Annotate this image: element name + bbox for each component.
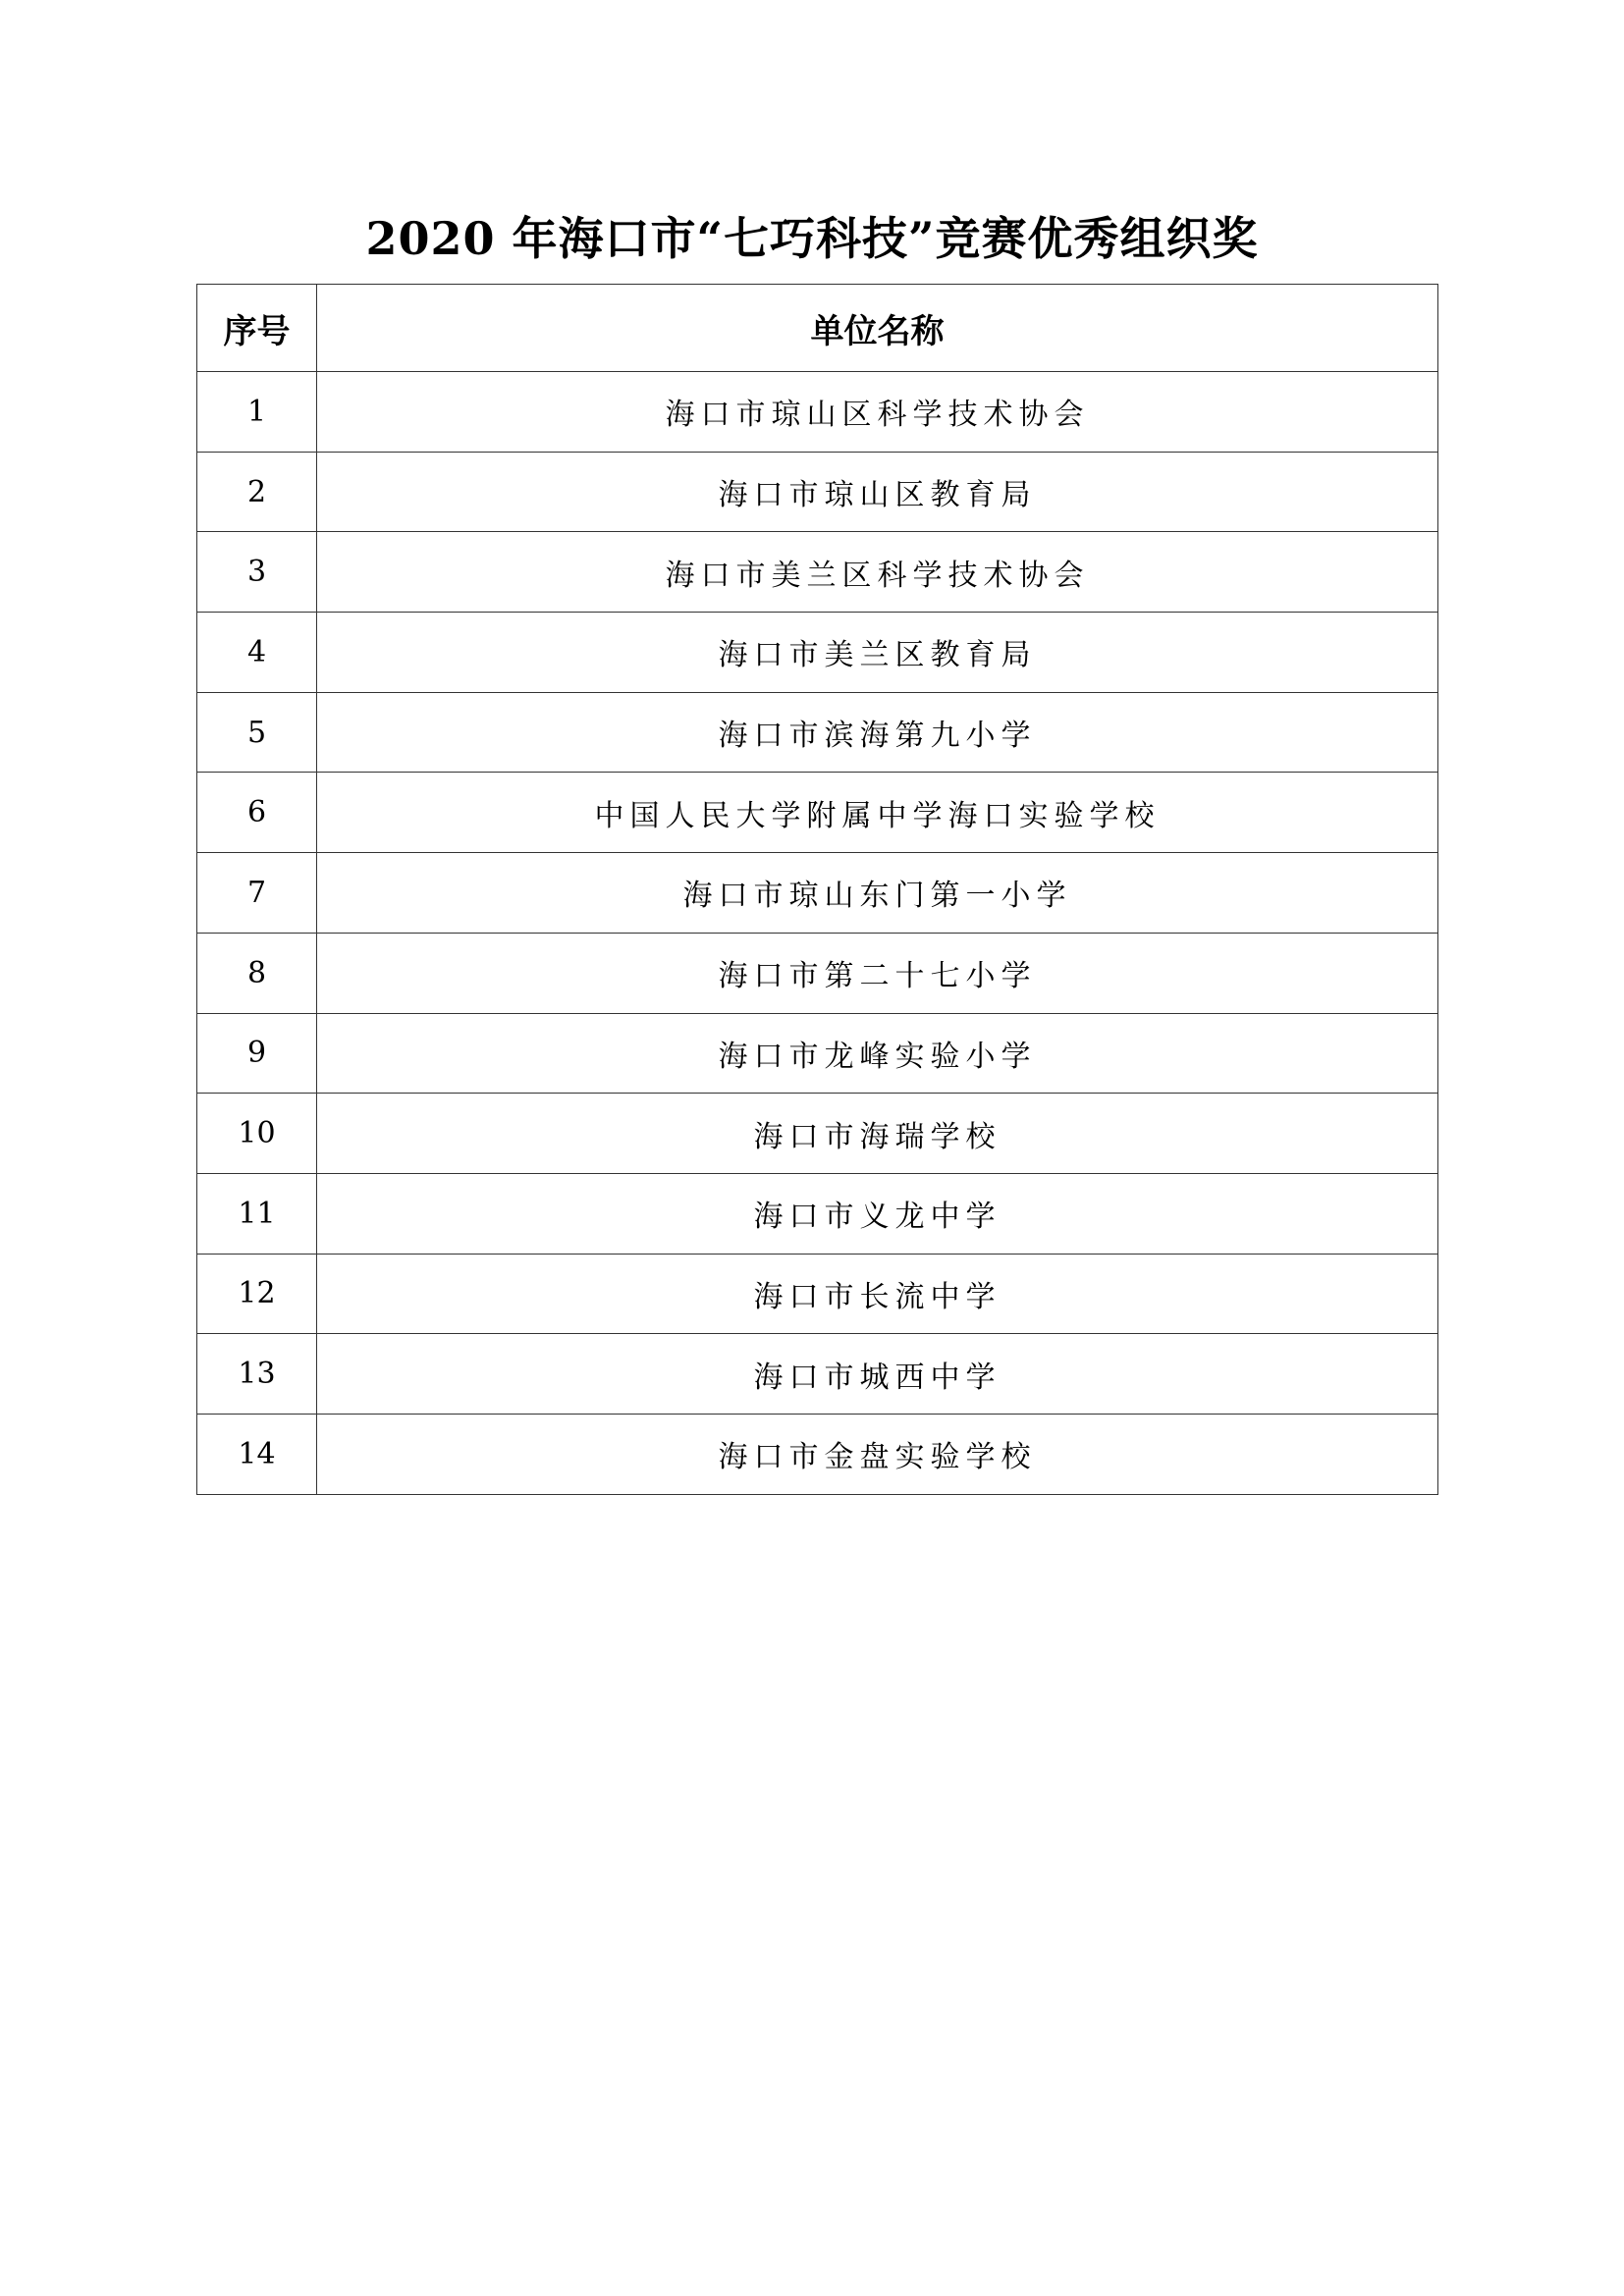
header-name: 单位名称 — [317, 285, 1438, 372]
row-name: 海口市金盘实验学校 — [317, 1414, 1438, 1494]
table-row — [197, 1173, 1438, 1254]
header-number: 序号 — [197, 285, 317, 372]
row-number: 14 — [197, 1414, 317, 1494]
row-name: 海口市海瑞学校 — [317, 1094, 1438, 1174]
row-name: 海口市美兰区科学技术协会 — [317, 532, 1438, 613]
row-number: 3 — [197, 532, 317, 613]
table-header-row — [197, 285, 1438, 372]
table-row — [197, 692, 1438, 773]
row-name: 中国人民大学附属中学海口实验学校 — [317, 773, 1438, 853]
row-number: 13 — [197, 1334, 317, 1415]
row-number: 12 — [197, 1254, 317, 1334]
row-number: 7 — [197, 853, 317, 934]
table-row — [197, 933, 1438, 1013]
row-name: 海口市琼山区教育局 — [317, 452, 1438, 532]
row-number: 8 — [197, 933, 317, 1013]
row-number: 10 — [197, 1094, 317, 1174]
row-name: 海口市滨海第九小学 — [317, 692, 1438, 773]
row-name: 海口市龙峰实验小学 — [317, 1013, 1438, 1094]
table-row — [197, 452, 1438, 532]
table-row — [197, 853, 1438, 934]
table-row — [197, 372, 1438, 453]
row-number: 4 — [197, 613, 317, 693]
row-number: 6 — [197, 773, 317, 853]
row-name: 海口市义龙中学 — [317, 1173, 1438, 1254]
row-number: 5 — [197, 692, 317, 773]
table-row — [197, 532, 1438, 613]
row-number: 9 — [197, 1013, 317, 1094]
table-row — [197, 613, 1438, 693]
awards-table — [196, 284, 1438, 1495]
row-number: 1 — [197, 372, 317, 453]
row-number: 2 — [197, 452, 317, 532]
table-row — [197, 1094, 1438, 1174]
row-name: 海口市琼山东门第一小学 — [317, 853, 1438, 934]
table-row — [197, 1254, 1438, 1334]
row-name: 海口市琼山区科学技术协会 — [317, 372, 1438, 453]
row-name: 海口市美兰区教育局 — [317, 613, 1438, 693]
table-row — [197, 1414, 1438, 1494]
row-name: 海口市长流中学 — [317, 1254, 1438, 1334]
table-row — [197, 1334, 1438, 1415]
row-name: 海口市第二十七小学 — [317, 933, 1438, 1013]
row-number: 11 — [197, 1173, 317, 1254]
document-title: 2020 年海口市“七巧科技”竞赛优秀组织奖 — [365, 212, 1259, 265]
table-row — [197, 773, 1438, 853]
table-row — [197, 1013, 1438, 1094]
row-name: 海口市城西中学 — [317, 1334, 1438, 1415]
